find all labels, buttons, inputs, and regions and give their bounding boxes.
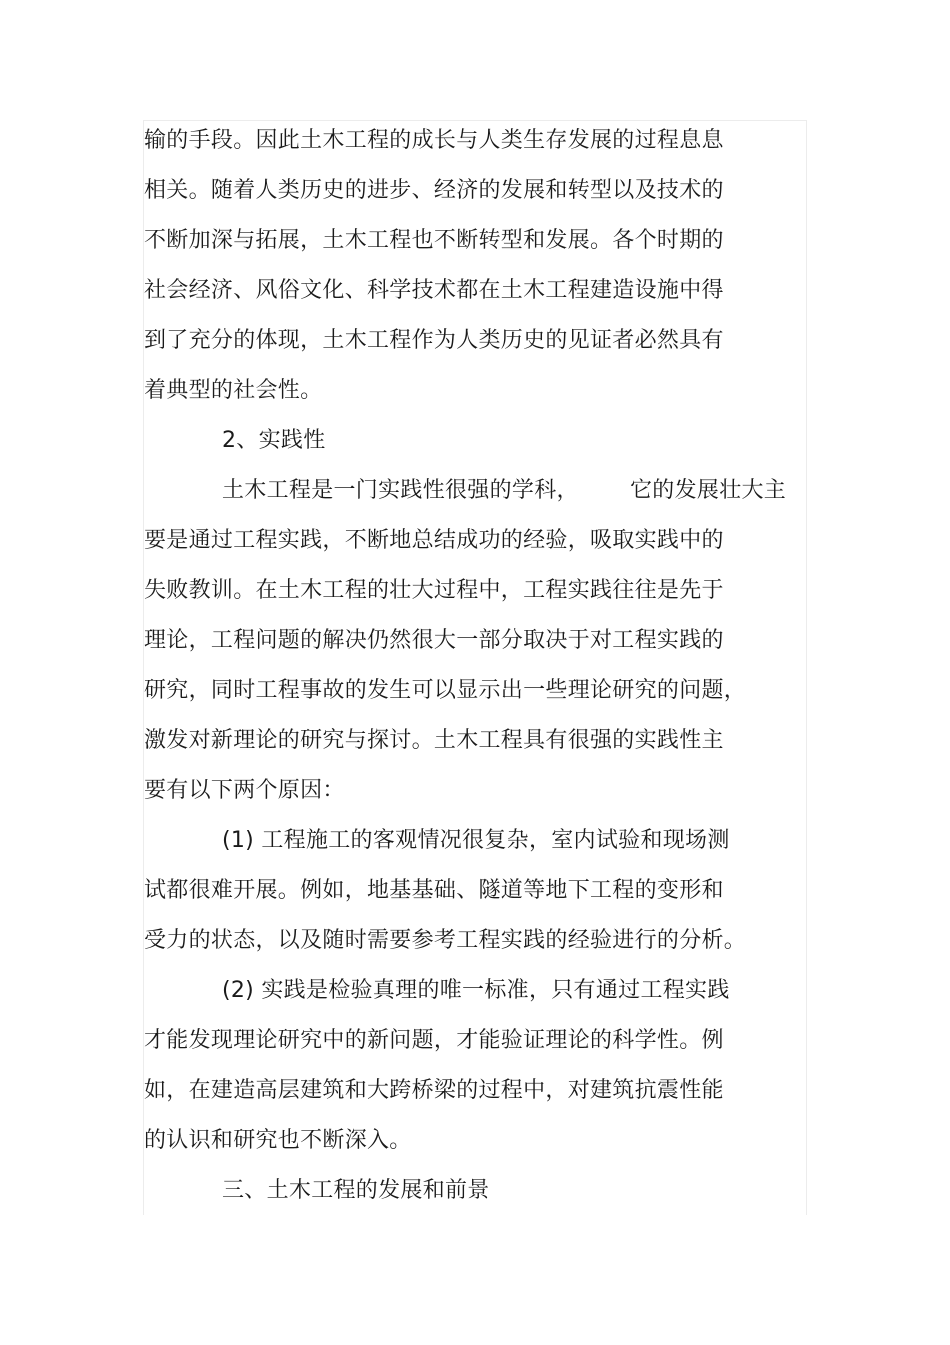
body-line: 受力的状态，以及随时需要参考工程实践的经验进行的分析。 — [144, 928, 747, 953]
body-line: 如，在建造高层建筑和大跨桥梁的过程中，对建筑抗震性能 — [144, 1078, 724, 1103]
list-item-2: (2) 实践是检验真理的唯一标准，只有通过工程实践 — [222, 978, 730, 1003]
body-line: 社会经济、风俗文化、科学技术都在土木工程建造设施中得 — [144, 278, 724, 303]
body-line: 要是通过工程实践，不断地总结成功的经验，吸取实践中的 — [144, 528, 724, 553]
body-line: 到了充分的体现，土木工程作为人类历史的见证者必然具有 — [144, 328, 724, 353]
body-line: 的认识和研究也不断深入。 — [144, 1128, 412, 1153]
body-line: 要有以下两个原因： — [144, 778, 345, 803]
body-line: 理论，工程问题的解决仍然很大一部分取决于对工程实践的 — [144, 628, 724, 653]
body-line: 研究，同时工程事故的发生可以显示出一些理论研究的问题， — [144, 678, 747, 703]
list-item-1: (1) 工程施工的客观情况很复杂，室内试验和现场测 — [222, 828, 730, 853]
body-line: 失败教训。在土木工程的壮大过程中，工程实践往往是先于 — [144, 578, 724, 603]
body-line: 它的发展壮大主 — [630, 478, 787, 503]
section-heading-practicality: 2、实践性 — [222, 428, 326, 453]
body-line: 才能发现理论研究中的新问题，才能验证理论的科学性。例 — [144, 1028, 724, 1053]
body-line: 土木工程是一门实践性很强的学科， — [222, 478, 579, 503]
body-line: 不断加深与拓展，土木工程也不断转型和发展。各个时期的 — [144, 228, 724, 253]
body-line: 输的手段。因此土木工程的成长与人类生存发展的过程息息 — [144, 128, 724, 153]
section-heading-development: 三、土木工程的发展和前景 — [222, 1178, 490, 1203]
body-line: 相关。随着人类历史的进步、经济的发展和转型以及技术的 — [144, 178, 724, 203]
body-line: 着典型的社会性。 — [144, 378, 323, 403]
body-line: 激发对新理论的研究与探讨。土木工程具有很强的实践性主 — [144, 728, 724, 753]
body-line: 试都很难开展。例如，地基基础、隧道等地下工程的变形和 — [144, 878, 724, 903]
